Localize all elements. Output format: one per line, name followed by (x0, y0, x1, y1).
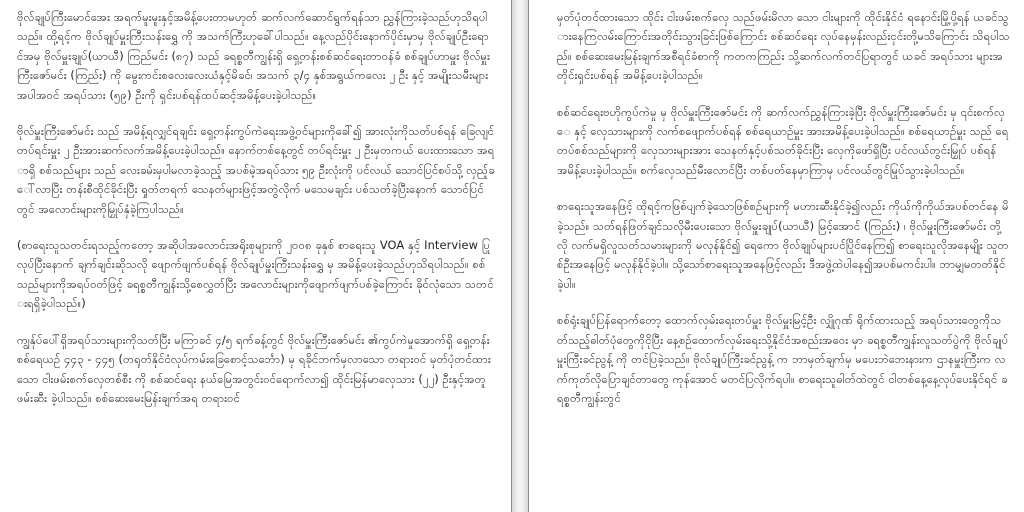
left-paragraph-4: ကျွန်ုပ်ပေါ်ရှိအရပ်သားများကိုသတ်ပြီး မကြာခင် ၄/၅ ရက်ခန့်တွင် ဗိုလ်မှူးကြီးဇော်မင်း ၏ကွပ်ကဲမှုအောက်ရှိ ရှေ့တန်း စစ်ရေယဉ် ၄၄၃ - ၄၄၅ (တရုတ်နိုင်ငံလုပ်ကမ်းခြေစောင့်သင်္ဘော) မှ ရခိုင်ဘက်မှလာသော တရားဝင် မှတ်ပုံတင်ထားသော ငါးဖမ်းစက်လှေတစ်စီး ကို စစ်ဆင်ရေး နယ်မြေအတွင်းဝင်ရောက်လာ၍ ထိုင်းမြန်မာလှေသား (၂၂) ဦးနှင့်အတူ ဖမ်းဆီး ခဲ့ပါသည်။ စစ်ဆေးမေးမြန်းချက်အရ တရားဝင် (17, 332, 491, 405)
gutter-edge-left (511, 0, 512, 512)
page-gutter (509, 0, 531, 512)
left-paragraph-1: ဗိုလ်ချုပ်ကြီးမောင်အေး အရက်မူးမူးနှင့်အမိန့်ပေးတာမဟုတ် ဆက်လက်ဆောင်ရွက်ရန်သာ ညွှန်ကြားခဲ့သည်ဟုသိရပါသည်။ ထို့ရင့်က ဗိုလ်ချုပ်မှူးကြီးသန်းရွှေ ကို အသက်ကြီးဟုခေါ်ပါသည်။ နေ့လည်ပိုင်းနောက်ပိုင်းမှာမှ ဗိုလ်ချုပ်ဦးရောင်အမှ ဗိုလ်မှူးချုပ်(ယာယီ) ကြည်မင်း (၈၇) သည် ခရစ္စတီကျွန်းရှိ ရှေ့တန်းစစ်ဆင်ရေးတာဝန်ခံ စစ်ချုပ်ဟာမှူး ဗိုလ်မှူးကြီးဇော်မင်း (ကြည်း) ကို မွေးကင်းစလေးလေးယံနှင့်မိခင်၊ အသက် ၃/၄ နှစ်အရွယ်ကလေး ၂ ဦး နှင့် အမျိုးသမီးများအပါအဝင် အရပ်သား (၅၉) ဦးကို ရှင်းပစ်ရန်ထပ်ဆင့်အမိန့်ပေးခဲ့ပါသည်။ (17, 10, 491, 102)
left-page (0, 0, 509, 512)
right-paragraph-4: စစ်ရုံးချုပ်ပြန်ရောက်တော့ ထောက်လှမ်းရေးတပ်မှူး ဗိုလ်မှူးမြင့်ဦး လျှိုဂုဏ် ရိုက်ထားသည့် အရပ်သားတွေကိုသတ်သည့်ဓါတ်ပုံတွေကိုငိုပြီး နေ့စဉ်ထောက်လှမ်းရေးသို့နိုင်ငံအစည်းအဝေး မှာ ခရစ္စတီကျွန်းလူသတ်ပွဲကို ဗိုလ်ချုပ်မှူးကြီးခင်ညွန့် ကို တင်ပြခဲ့သည်။ ဗိုလ်ချုပ်ကြီးခင်ညွန့် က ဘာမှတ်ချက်မှ မပေးဘဲဘေးနားက ဌာနမှူးကြီးက လက်ကုတ်လိုပြောချင်တာတွေ ကုန်အောင် မတင်ပြလိုက်ရပါ။ စာရေးသူဓါတ်ထဲတွင် ငါတစ်နေ့နေ့လုပ်ပေးနိုင်ရင် ခရစ္စတီကျွန်းတွင် (557, 313, 1009, 405)
right-paragraph-3: စာရေးသူအနေဖြင့် ထိုရင့်ကဖြစ်ပျက်ခဲ့သောဖြစ်စဉ်များကို မဟားဆီးနိုင်ခဲ့၍လည်း ကိုယ်ကိုကိုယ်အပစ်တင်နေ မိခဲ့သည်။ သတ်ရန်ဖြတ်ချင်သလိုမီးပေးသော ဗိုလ်မှူးချုပ်(ယာယီ) မြင့်အောင် (ကြည်း) ၊ ဗိုလ်မှူးကြီးဇော်မင်း တို့လို လက်မရှိလူသတ်သမားများကို မလုန်နိုင်၍ ရေကော ဗိုလ်ချုပ်များပင်ပြိုင်နေကြ၍ စာရေးသူလိုအနေမျိုး သူတစ်ဦးအနေဖြင့် မလုန်နိုင်ခဲ့ပါ။ သို့သော်စာရေးသူအနေဖြင့်လည်း ဒီအဖွဲ့ထဲပါနေ၍အပစ်မကင်းပါ။ ဘာမျှမတတ်နိုင်ခဲ့ပါ။ (557, 199, 1009, 291)
right-paragraph-1: မှတ်ပုံတင်ထားသော ထိုင်း ငါးဖမ်းစက်လှေ သည်ဖမ်းမိလာ သော ငါးများကို ထိုင်းနိုင်ငံ ရနောင်းမြို့ပို့ရန် ယခင်သွားနေကြလမ်းကြောင်းအတိုင်းသွားခြင်းဖြစ်ကြောင်း စစ်ဆင်ရေး လုပ်နေမှန်းလည်းငှင်းတို့မသိကြောင်း သိရပါသည်။ စစ်ဆေးမေးမြန်းချက်အစီရင်ခံစာကို ကတကကြည်း သို့ဆက်လက်တင်ပြရာတွင် ယခင် အရပ်သား များအတိုင်းရှင်းပစ်ရန် အမိန့်ပေးခဲ့ပါသည်။ (557, 10, 1010, 83)
gutter-edge-right (528, 0, 529, 512)
right-paragraph-2: စစ်ဆင်ရေးဗဟိုကွပ်ကဲမှု မှ ဗိုလ်မှူးကြီးဇော်မင်း ကို ဆက်လက်ညွှန်ကြားခဲ့ပြီး ဗိုလ်မှူးကြီးဇော်မင်း မှ ၎င်းစက်လှေ နှင့် လှေသားများကို လက်စဖျောက်ပစ်ရန် စစ်ရေယာဉ်မှူး အားအမိန့်ပေးခဲ့ပါသည်။ စစ်ရေယာဉ်မှူး သည် ရေတပ်စစ်သည်များကို လှေသားများအား သေနတ်နှင့်ပစ်သတ်ခိုင်းပြီး လှေကိုဖော်ရှိပြီး ပင်လယ်တွင်းမြှုပ် ပစ်ရန် အမိန့်ပေးခဲ့ပါသည်။ စက်လှေသည်မီးလောင်ပြီး တစ်ပတ်နေမှာကြာမှ ပင်လယ်တွင်မြုပ်သွားခဲ့ပါသည်။ (557, 104, 1009, 177)
left-paragraph-2: ဗိုလ်မှူးကြီးဇော်မင်း သည် အမိန့်ရလျှင်ရချင်း ရှေ့တန်းကွပ်ကဲရေးအဖွဲ့ဝင်များကိုခေါ်၍ အားလုံးကိုသတ်ပစ်ရန် ခြေလျင်တပ်ရင်းမှူး ၂ ဦးအားဆက်လက်အမိန့်ပေးခဲ့ပါသည်။ နောက်တစ်နေ့တွင် တပ်ရင်းမှူး ၂ ဦးမှတကယ် ပေးထားသော အရာရှိ စစ်သည်များ သည် လေးခမ်းမှပါမလာခဲ့သည့် အပစ်မဲ့အရပ်သား ၅၉ ဦးလုံးကို ပင်လယ် သောင်ပြင်စပ်သို့ လှည့်ခေါ်လာပြီး တန်းစီထိုင်ခိုင်းပြီး ရှုတ်တရက် သေနတ်များဖြင့်အတွဲလိုက် မသေမချင်း ပစ်သတ်ခဲ့ပြီးနောက် သောင်ပြင်တွင် အလောင်းများကိုမြှုပ်နှံခဲ့ကြပါသည်။ (17, 124, 495, 216)
gutter-shade (512, 0, 528, 512)
left-paragraph-3: (စာရေးသူသတင်းရသည့်ကတော့ အဆိုပါအလောင်းအရိုးစုများကို ၂၀၀၈ ခုနှစ် စာရေးသူ VOA နှင့် Interview ပြုလုပ်ပြီးနောက် ချက်ချင်းဆိုသလို ဖျောက်ဖျက်ပစ်ရန် ဗိုလ်ချုပ်မှူးကြီးသန်းရွှေ မှ အမိန့်ပေးခဲ့သည်ဟုသိရပါသည်။ စစ်သည်များကိုအရပ်ဝတ်ဖြင့် ခရစ္စတီကျွန်းသို့စေလွှတ်ပြီး အလောင်းများကိုဖျောက်ဖျက်ပစ်ခဲ့ကြောင်း ခိုင်လုံသော သတင်းရရှိခဲ့ပါသည်။) (17, 238, 494, 311)
right-page (531, 0, 1024, 512)
